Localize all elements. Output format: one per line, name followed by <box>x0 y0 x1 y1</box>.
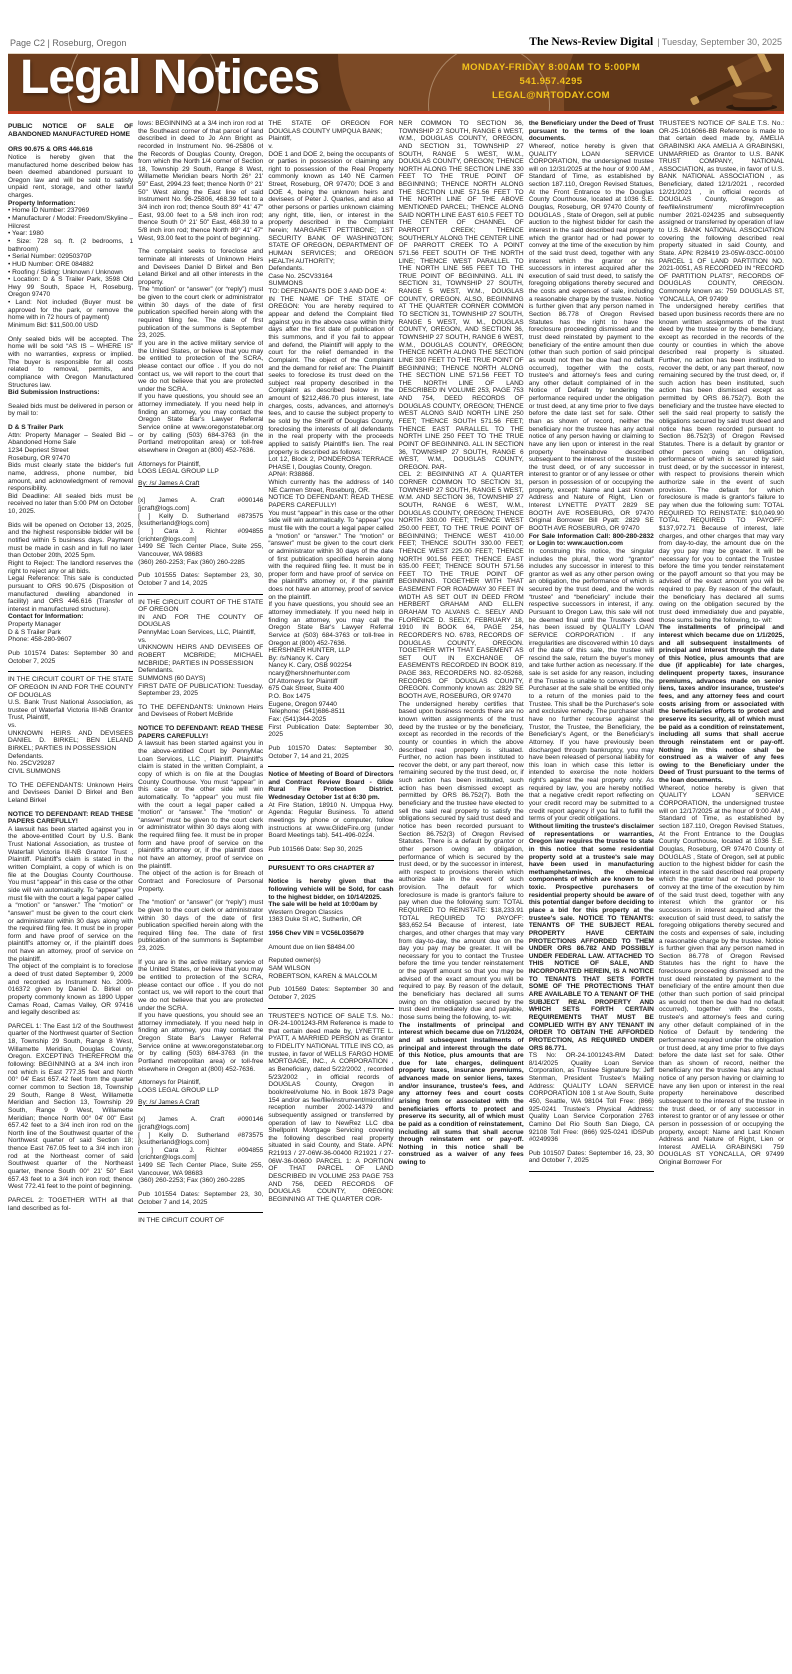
notice-divider <box>268 860 393 861</box>
notice-paragraph: Defendants. <box>8 752 44 760</box>
notice-bullet-item: • Serial Number: 02950370P <box>8 253 92 261</box>
notice-paragraph: U.S. Bank Trust National Association, as trustee of Waterfall Victoria III-NB Grantor Trust, Plaintiff, <box>8 699 134 722</box>
notice-paragraph: Amount due on lien $8484.00 <box>268 943 355 951</box>
notice-paragraph: Defendants. <box>268 265 304 273</box>
notice-paragraph: Plaintiff, <box>268 135 292 143</box>
notice-paragraph: TRUSTEE'S NOTICE OF SALE T.S. No.: OR-24-1001243-RM Reference is made to that certain deed made by, LYNETTE L. PYATT, A MARRIED PERSON as Grantor to FIDELITY NATIONAL TITLE INS CO, as trustee, in favor of WELLS FARGO HOME MORTGAGE, INC., A CORPORATION , as Beneficiary, dated 5/22/2002 , recorded 5/23/2002 , in official records of DOUGLAS County, Oregon in book/reel/volume No. in Book 1873 Page 154 and/or as fee/file/instrument/microfilm/ reception number 2002-14379 and subsequently assigned or transferred by operation of law to NewRez LLC dba Shellpoint Mortgage Servicing covering the following described real property situated in said County, and State. APN: R21913 / 27-06W-36-00400 R21921 / 27-06W-36-00600 PARCEL 1: A PORTION OF THAT PARCEL OF LAND DESCRIBED IN VOLUME 253 PAGE 753 AND 756, DEED RECORDS OF DOUGLAS COUNTY, OREGON: BEGINNING AT THE QUARTER COR- <box>268 1012 394 1203</box>
legal-notices-banner <box>8 53 784 114</box>
notice-paragraph: 1499 SE Tech Center Place, Suite 255, Vancouver, WA 98683 <box>138 543 264 558</box>
publication-line: Pub 101566 Date: Sep 30, 2025 <box>268 845 363 853</box>
notice-paragraph: the Beneficiary under the Deed of Trust pursuant to the terms of the loan documents. <box>528 120 654 143</box>
notice-paragraph: Property Manager <box>8 621 61 629</box>
notice-bullet-item: • Location: D & S Trailer Park, 3598 Old Hwy 99 South, Space H, Roseburg, Oregon 97470 <box>8 276 134 299</box>
notice-paragraph: [x] James A. Craft #090146 [jcraft@logs.com] <box>138 497 264 513</box>
notice-paragraph: Attn: Property Manager – Sealed Bid – Abandoned Home Sale <box>8 431 134 447</box>
legal-column-3 <box>268 120 393 1630</box>
publication-line: Pub 101555 Dates: September 23, 30, October 7 and 14, 2025 <box>138 572 264 587</box>
notice-paragraph: Roseburg, OR 97470 <box>8 454 71 462</box>
notice-paragraph: Only sealed bids will be accepted. The home will be sold “AS IS – WHERE IS” with no warranties, express or implied. The buyer is responsible for all costs related to removal, permits, and compliance with Oregon Manufactured Structures law. <box>8 335 134 389</box>
notice-paragraph: Bid Submission Instructions: <box>8 389 100 397</box>
notice-paragraph: IN THE NAME OF THE STATE OF OREGON: You are hereby required to appear and defend the Complaint filed against you in the above case within thirty days after the first date of publication of this summons, and if you fail to appear and defend, the Plaintiff will apply to the court for the relief demanded in the Complaint. The object of the Complaint and the demand for relief are: The Plaintiff seeks to foreclose its trust deed on the subject real property described in the Complaint as described below in the amount of $212,486.70 plus interest, late charges, costs, advances, and attorney's fees, and to cause the subject property to be sold by the Sheriff of Douglas County, foreclosing the interests of all defendants in the real property with the proceeds applied to satisfy Plaintiff's lien. The real property is described as follows: <box>268 295 394 456</box>
notice-paragraph: LOGS LEGAL GROUP LLP <box>138 468 219 476</box>
notice-paragraph: The sale will be held at 10:00am by <box>268 901 378 909</box>
notice-paragraph: Bids must clearly state the bidder's full name, address, phone number, bid amount, and acknowledgment of removal responsibility. <box>8 462 134 493</box>
notice-paragraph: The “motion” or “answer” (or “reply”) must be given to the court clerk or administrator within 30 days of the date of first publication specified herein along with the required filing fee. The date of first publication of the summons is September 23, 2025. <box>138 286 264 340</box>
notice-paragraph: ROBERTSON, KAREN & MALCOLM <box>268 972 378 980</box>
office-hours: MONDAY-FRIDAY 8:00AM TO 5:00PM <box>461 62 641 73</box>
notice-paragraph: 675 Oak Street, Suite 400 <box>268 685 345 693</box>
notice-paragraph: If you have questions, you should see an attorney immediately. If you need help in finding an attorney, you may contact the Oregon State Bar's Lawyer Referral Service online at www.oregonstatebar.org or by calling (503) 684-3763 (in the Portland metropolitan area) or toll-free elsewhere in Oregon at (800) 452-7636. <box>138 393 264 454</box>
publication-title: The News-Review Digital <box>529 36 654 48</box>
notice-paragraph: P.O. Box 1475 <box>268 693 311 701</box>
notice-paragraph: A lawsuit has been started against you in the above-entitled Court by PennyMac Loan Services, LLC , Plaintiff. Plaintiff's claim is stated in the written Complaint, a copy of which is on file at the Douglas County Courthouse. You must “appear” in this case or the other side will win automatically. To “appear” you must file with the court a legal paper called a “motion” or “answer.” The “motion” or “answer” must be given to the court clerk or administrator within 30 days along with the required filing fee. It must be in proper form and have proof of service on the plaintiff's attorney or, if the plaintiff does not have an attorney, proof of service on the plaintiff. <box>138 740 264 870</box>
notice-paragraph: Telephone: (541)686-8511 <box>268 708 346 716</box>
notice-paragraph: IN THE CIRCUIT COURT OF <box>138 1217 225 1225</box>
signature-line: By: /s/ James A Craft <box>138 1098 200 1106</box>
publication-line: Pub 101569 Dates: September 30 and October 7, 2025 <box>268 986 394 1001</box>
notice-paragraph: DOE 1 and DOE 2, being the occupants of or parties in possession or claiming any right to possession of the Real Property commonly known as 140 NE Carmen Street, Roseburg, OR 97470; DOE 3 and DOE 4, being the unknown heirs and devisees of Peter J. Quarles, and also all other persons or parties unknown claiming any right, title, lien, or interest in the property described in the Complaint herein; MARGARET PETTIBONE; 1ST SECURITY BANK OF WASHINGTON; STATE OF OREGON, DEPARTMENT OF HUMAN SERVICES; and OREGON HEALTH AUTHORITY; <box>268 150 394 265</box>
notice-divider <box>268 766 393 767</box>
notice-paragraph: 1363 Duke St #C, Sutherlin, OR <box>268 916 362 924</box>
notice-paragraph: D & S Trailer Park <box>8 628 61 636</box>
notice-paragraph: Fax: (541)344-2025 <box>268 715 327 723</box>
notice-paragraph: PARCEL 1: The East 1/2 of the Southwest quarter of the Northwest quarter of Section 18, Township 29 South, Range 8 West, Willamette Meridian, Douglas County, Oregon. EXCEPTING THEREFROM the following: BEGINNING at a 3/4 inch iron rod which is East 777.35 feet and North 00° 04' East 657.42 feet from the quarter corner common to Section 18, Township 29 South, Range 8 West, Willamette Meridian and Section 13, Township 29 South, Range 9 West, Willamette Meridian; thence North 00° 04' 00" East 657.42 feet to a 3/4 inch iron rod on the North line of the Southwest quarter of the Northwest quarter of said Section 18; thence East 767.05 feet to a 3/4 inch iron rod at the Northeast corner of said Southwest quarter of the Northeast quarter, thence South 00° 21' 50" East 657.43 feet to a 3/4 inch iron rod; thence West 772.41 feet to the point of beginning. <box>8 1022 134 1191</box>
notice-paragraph: LOGS LEGAL GROUP LLP <box>138 1086 219 1094</box>
notice-divider <box>138 594 263 595</box>
notice-paragraph: SAM WILSON <box>268 964 311 972</box>
notice-paragraph: [ ] Cara J. Richter #094855 [crichter@logs.com] <box>138 1146 264 1162</box>
notice-paragraph: (360) 260-2253; Fax (360) 260-2285 <box>138 558 245 566</box>
page-number-label: Page C2 | Roseburg, Oregon <box>10 38 127 48</box>
notice-paragraph: Attorneys for Plaintiff, <box>138 1079 201 1087</box>
legal-column-6 <box>659 120 784 1630</box>
notice-paragraph: Notice is hereby given that the following vehicle will be Sold, for cash to the highest bidder, on 10/14/2025. <box>268 878 394 901</box>
notice-paragraph: If you are in the active military service of the United States, or believe that you may be entitled to protection of the SCRA, please contact our office . If you do not contact us, we will report to the court that we do not believe that you are protected under the SCRA. <box>138 958 264 1012</box>
notice-paragraph: Lot 12, Block 2, PONDEROSA TERRACE PHASE I, Douglas County, Oregon. <box>268 456 394 471</box>
notice-paragraph: IN THE CIRCUIT COURT OF THE STATE OF OREGON IN AND FOR THE COUNTY OF DOUGLAS <box>8 676 134 699</box>
notice-paragraph: First Publication Date: September 30, 2025 <box>268 723 394 739</box>
notice-paragraph: Nancy K. Cary, OSB 902254 <box>268 662 352 670</box>
notice-paragraph: APN#: R38868. <box>268 471 315 479</box>
notice-paragraph: vs. <box>138 636 147 644</box>
notice-paragraph: The object of the action is for Breach of Contract and Foreclosure of Personal Property. <box>138 870 264 893</box>
notice-paragraph: Western Oregon Classics <box>268 908 343 916</box>
notice-bullet-item: • Year: 1980 <box>8 230 44 238</box>
notice-divider <box>268 1008 393 1009</box>
notice-paragraph: [x] James A. Craft #090146 [jcraft@logs.com] <box>138 1116 264 1131</box>
notice-paragraph: UNKNOWN HEIRS AND DEVISEES OF ROBERT MCBRIDE; MICHAEL MCBRIDE; PARTIES IN POSSESSION <box>138 644 264 667</box>
notice-divider <box>138 1212 263 1213</box>
notice-paragraph: If you have questions, you should see an attorney immediately. If you need help in finding an attorney, you may call the Oregon State Bar's Lawyer Referral Service at (503) 684-3763 or toll-free in Oregon at (800) 452-7636. <box>268 601 394 647</box>
notice-paragraph: ORS 90.675 & ORS 446.616 <box>8 146 93 154</box>
notice-bullet-item: • Size: 728 sq. ft. (2 bedrooms, 1 bathroom) <box>8 237 134 253</box>
gavel-icon <box>676 54 780 111</box>
notice-paragraph: TRUSTEE'S NOTICE OF SALE T.S. No.: OR-25-1016066-BB Reference is made to that certain deed made by, AMELIA GRABINSKI AKA AMELIA A GRABINSKI, UNMARRIED as Grantor to U.S. BANK TRUST COMPANY, NATIONAL ASSOCIATION, as trustee, in favor of U.S. BANK NATIONAL ASSOCIATION , as Beneficiary, dated 12/1/2021 , recorded 12/21/2021 , in official records of DOUGLAS County, Oregon as fee/file/instrument/ microfilm/reception number 2021-024235 and subsequently assigned or transferred by operation of law to U.S. BANK NATIONAL ASSOCIATION covering the following described real property situated in said County, and State. APN: R28419 23-05W-03CC-00100 PARCEL 1 OF LAND PARTITION NO. 2021-0051, AS RECORDED IN “RECORD OF PARTITION PLATS”, RECORDS OF DOUGLAS COUNTY, OREGON. Commonly known as: 759 DOUGLAS ST, YONCALLA, OR 97499 <box>658 120 784 303</box>
notice-paragraph: CIVIL SUMMONS <box>8 767 61 775</box>
notice-paragraph: CEL 2: BEGINNING AT A QUARTER CORNER COMMON TO SECTION 31, TOWNSHIP 27 SOUTH, RANGE 5 WEST, W.M. AND SECTION 36, TOWNSHIP 27 SOUTH, RANGE 6 WEST, W.M., DOUGLAS COUNTY, OREGON; THENCE NORTH 330.00 FEET; THENCE WEST 250.00 FEET, TO THE TRUE POINT OF BEGINNING; THENCE WEST 410.00 FEET; THENCE SOUTH 330.00 FEET; THENCE WEST 225.00 FEET; THENCE NORTH 901.56 FEET; THENCE EAST 635.00 FEET; THENCE SOUTH 571.56 FEET TO THE TRUE POINT OF BEGINNING. TOGETHER WITH THAT EASEMENT FOR ROADWAY 30 FEET IN WIDTH AS SET OUT IN DEED FROM HERBERT GRAHAM AND ELLEN GRAHAM TO ALVANS C. SEELY AND FLORENCE D. SEELY, FEBRUARY 18, 1910 IN BOOK 64, PAGE 254, RECORDER'S NO. 6783, RECORDS OF DOUGLAS COUNTY, OREGON. TOGETHER WITH THAT EASEMENT AS SET OUT IN EXCHANGE OF EASEMENTS RECORDED IN BOOK 819, PAGE 363, RECORDERS NO. 82-05268, RECORDS OF DOUGLAS COUNTY, OREGON. Commonly known as: 2829 SE BOOTH AVE, ROSEBURG, OR 97470 <box>398 471 524 701</box>
issue-date: | Tuesday, September 30, 2025 <box>657 37 782 47</box>
notice-paragraph: IN AND FOR THE COUNTY OF DOUGLAS <box>138 613 264 629</box>
notice-paragraph: No. 25CV29287 <box>8 760 55 768</box>
notice-paragraph: Without limiting the trustee's disclaimer of representations or warranties, Oregon law requires the trustee to state in this notice that some residential property sold at a trustee's sale may have been used in manufacturing methamphetamines, the chemical components of which are known to be toxic. Prospective purchasers of residential property should be aware of this potential danger before deciding to place a bid for this property at the trustee's sale. NOTICE TO TENANTS: TENANTS OF THE SUBJECT REAL PROPERTY HAVE CERTAIN PROTECTIONS AFFORDED TO THEM UNDER ORS 86.782 AND POSSIBLY UNDER FEDERAL LAW. ATTACHED TO THIS NOTICE OF SALE, AND INCORPORATED HEREIN, IS A NOTICE TO TENANTS THAT SETS FORTH SOME OF THE PROTECTIONS THAT ARE AVAILABLE TO A TENANT OF THE SUBJECT REAL PROPERTY AND WHICH SETS FORTH CERTAIN REQUIREMENTS THAT MUST BE COMPLIED WITH BY ANY TENANT IN ORDER TO OBTAIN THE AFFORDED PROTECTION, AS REQUIRED UNDER ORS 86.771. <box>528 822 654 1052</box>
notice-paragraph: [ ] Cara J. Richter #094855 [crichter@logs.com] <box>138 528 264 543</box>
banner-title: Legal Notices <box>20 53 320 104</box>
legal-column-4 <box>399 120 524 1630</box>
notice-paragraph: HERSHNER HUNTER, LLP <box>268 647 351 655</box>
notice-paragraph: The complaint seeks to foreclose and terminate all interests of Unknown Heirs and Devisees Daniel D Birkel and Ben Leland Birkel and all other interests in the property. <box>138 248 264 286</box>
notice-paragraph: The installments of principal and interest which became due on 7/1/2024, and all subsequent installments of principal and interest through the date of this Notice, plus amounts that are due for late charges, delinquent property taxes, insurance premiums, advances made on senior liens, taxes and/or insurance, trustee's fees, and any attorney fees and court costs arising from or associated with the beneficiaries efforts to protect and preserve its security, all of which must be paid as a condition of reinstatement, including all sums that shall accrue through reinstatem ent or pay-off. Nothing in this notice shall be construed as a waiver of any fees owing to <box>398 1021 524 1167</box>
notice-paragraph: Defendants. <box>138 667 174 675</box>
notice-paragraph: v. <box>268 142 273 150</box>
notice-paragraph: 1956 Chev VIN = VC56L035679 <box>268 930 364 938</box>
notice-paragraph: PURSUENT TO ORS CHAPTER 87 <box>268 864 375 872</box>
notice-paragraph: PennyMac Loan Services, LLC, Plaintiff, <box>138 629 256 637</box>
notice-paragraph: In construing this notice, the singular includes the plural, the word “grantor” includes any successor in interest to this grantor as well as any other person owing an obligation, the performance of which is secured by the trust deed, and the words “trustee” and “beneficiary” include their respective successors in interest, if any. Pursuant to Oregon Law, this sale will not be deemed final until the Trustee's deed has been issued by QUALITY LOAN SERVICE CORPORATION . If any irregularities are discovered within 10 days of the date of this sale, the trustee will rescind the sale, return the buyer's money and take further action as necessary. If the sale is set aside for any reason, including if the Trustee is unable to convey title, the Purchaser at the sale shall be entitled only to a return of the monies paid to the Trustee. This shall be the Purchaser's sole and exclusive remedy. The purchaser shall have no further recourse against the Trustor, the Trustee, the Beneficiary, the Beneficiary's Agent, or the Beneficiary's Attorney. If you have previously been discharged through bankruptcy, you may have been released of personal liability for this loan in which case this letter is intended to exercise the note holders right's against the real property only. As required by law, you are hereby notified that a negative credit report reflecting on your credit record may be submitted to a credit report agency if you fail to fulfill the terms of your credit obligations. <box>528 547 654 823</box>
notice-paragraph: Phone: 458-280-9607 <box>8 636 72 644</box>
notice-divider <box>529 1171 654 1172</box>
newspaper-page <box>0 36 792 1674</box>
notice-paragraph: Property Information: <box>8 199 76 207</box>
notice-paragraph: vs. <box>8 722 17 730</box>
notice-paragraph: UNKNOWN HEIRS AND DEVISEES DANIEL D. BIRKEL; BEN LELAND BIRKEL; PARTIES IN POSSESSION <box>8 729 134 753</box>
notice-paragraph: If you are in the active military service of the United States, or believe that you may be entitled to protection of the SCRA, please contact our office . If you do not contact us, we will report to the court that we do not believe that you are protected under the SCRA. <box>138 339 264 393</box>
notice-paragraph: By: /s/Nancy K. Cary <box>268 654 330 662</box>
notice-paragraph: The object of the complaint is to foreclose a deed of trust dated September 9, 2009 and recorded as Instrument No. 2009-016372 given by Daniel D. Birkel on property commonly known as 1890 Upper Camas Road, Camas Valley, OR 97416 and legally described as: <box>8 963 134 1017</box>
notice-paragraph: Whereof, notice hereby is given that QUALITY LOAN SERVICE CORPORATION, the undersigned trustee will on 12/31/2025 at the hour of 9:00 AM , Standard of Time, as established by section 187.110, Oregon Revised Statues, At the Front Entrance to the Douglas County Courthouse, located at 1036 S.E. Douglas, Roseburg, OR 97470 County of DOUGLAS , State of Oregon, sell at public auction to the highest bidder for cash the interest in the said described real property which the grantor had or had power to convey at the time of the execution by him of the said trust deed, together with any interest which the grantor or his successors in interest acquired after the execution of said trust deed, to satisfy the foregoing obligations thereby secured and the costs and expenses of sale, including a reasonable charge by the trustee. Notice is further given that any person named in Section 86.778 of Oregon Revised Statutes has the right to have the foreclosure proceeding dismissed and the trust deed reinstated by payment to the beneficiary of the entire amount then due (other than such portion of said principal as would not then be due had no default occurred), together with the costs, trustee's and attorney's fees and curing any other default complained of in the Notice of Default by tendering the performance required under the obligation or trust deed, at any time prior to five days before the date last set for sale. Other than as shown of record, neither the beneficiary nor the trustee has any actual notice of any person having or claiming to have any lien upon or interest in the real property hereinabove described subsequent to the interest of the trustee in the trust deed, or of any successor in interest to grantor or of any lessee or other person in possession of or occupying the property, except: Name and Last Known Address and Nature of Right, Lien or Interest LYNETTE PYATT 2829 SE BOOTH AVE ROSEBURG, OR 97470 Original Borrower Bill Pyatt: 2829 SE BOOTH AVE ROSEBURG, OR 97470 <box>528 142 654 532</box>
legal-column-1 <box>8 120 133 1630</box>
notice-paragraph: TO THE DEFENDANTS: Unknown Heirs and Devisees Daniel D Birkel and Ben Leland Birkel <box>8 781 134 804</box>
notice-paragraph: NER COMMON TO SECTION 36, TOWNSHIP 27 SOUTH, RANGE 6 WEST, W.M., DOUGLAS COUNTY, OREGON, AND SECTION 31, TOWNSHIP 27 SOUTH, RANGE 5 WEST, W.M., DOUGLAS COUNTY, OREGON; THENCE NORTH ALONG THE SECTION LINE 330 FEET TO THE TRUE POINT OF BEGINNING; THENCE NORTH ALONG THE SECTION LINE 571.56 FEET TO THE NORTH LINE OF THE ABOVE MENTIONED PARCEL; THENCE ALONG SAID NORTH LINE EAST 610.5 FEET TO THE CENTER OF CHANNEL OF PARROTT CREEK; THENCE SOUTHERLY ALONG THE CENTER LINE OF PARROTT CREEK TO A POINT 571.56 FEET SOUTH OF THE NORTH LINE; THENCE WEST PARALLEL TO THE NORTH LINE 565 FEET TO THE TRUE POINT OF BEGINNING. ALL IN SECTION 31, TOWNSHIP 27 SOUTH, RANGE 5 WEST, W.M., DOUGLAS COUNTY, OREGON. ALSO, BEGINNING AT THE QUARTER CORNER COMMON TO SECTION 31, TOWNSHIP 27 SOUTH, RANGE 5 WEST, W. M., DOUGLAS COUNTY, OREGON, AND SECTION 36, TOWNSHIP 27 SOUTH, RANGE 6 WEST, W.M., DOUGLAS COUNTY, OREGON; THENCE NORTH ALONG THE SECTION LINE 330 FEET TO THE TRUE POINT OF BEGINNING; THENCE NORTH ALONG THE SECTION LINE 571.56 FEET TO THE NORTH LINE OF LAND DESCRIBED IN VOLUME 253, PAGE 753 AND 754, DEED RECORDS OF DOUGLAS COUNTY, OREGON; THENCE WEST ALONG SAID NORTH LINE 250 FEET; THENCE SOUTH 571.56 FEET; THENCE EAST PARALLEL TO THE NORTH LINE 250 FEET TO THE TRUE POINT OF BEGINNING. ALL IN SECTION 36, TOWNSHIP 27 SOUTH, RANGE 6 WEST, W.M., DOUGLAS COUNTY, OREGON. PAR- <box>398 120 524 471</box>
signature-line: By: /s/ James A Craft <box>138 479 200 487</box>
notice-paragraph: Bid Deadline: All sealed bids must be received no later than 5:00 PM on October 10, 2025. <box>8 492 134 516</box>
masthead <box>529 36 782 48</box>
notice-paragraph: lows: BEGINNING at a 3/4 inch iron rod at the Southeast corner of that parcel of land described in deed to Jo Ann Bright as recorded in Instrument No. 96-25806 of the Records of Douglas County, Oregon, from which the North 1/4 corner of Section 18, Township 29 South, Range 8 West, Willamette Meridian bears North 26° 21' 59" East, 2994.23 feet; thence North 0° 21' 50" West along the East line of said Instrument No. 96-25806, 468.39 feet to a 3/4 inch iron rod; thence South 89° 41' 47" East, 93.00 feet to a 5/8 inch iron rod; thence South 0° 21' 50" East, 468.39 to a 5/8 inch iron rod; thence North 89° 41' 47" West, 93.00 feet to the point of beginning. <box>138 120 264 242</box>
notice-paragraph: Whereof, notice hereby is given that QUALITY LOAN SERVICE CORPORATION, the undersigned trustee will on 12/17/2025 at the hour of 9:00 AM , Standard of Time, as established by section 187.110, Oregon Revised Statues, At the Front Entrance to the Douglas County Courthouse, located at 1036 S.E. Douglas, Roseburg, OR 97470 County of DOUGLAS , State of Oregon, sell at public auction to the highest bidder for cash the interest in the said described real property which the grantor had or had power to convey at the time of the execution by him of the said trust deed, together with any interest which the grantor or his successors in interest acquired after the execution of said trust deed, to satisfy the foregoing obligations thereby secured and the costs and expenses of sale, including a reasonable charge by the trustee. Notice is further given that any person named in Section 86.778 of Oregon Revised Statutes has the right to have the foreclosure proceeding dismissed and the trust deed reinstated by payment to the beneficiary of the entire amount then due (other than such portion of said principal as would not then be due had no default occurred), together with the costs, trustee's and attorney's fees and curing any other default complained of in the Notice of Default by tendering the performance required under the obligation or trust deed, at any time prior to five days before the date last set for sale. Other than as shown of record, neither the beneficiary nor the trustee has any actual notice of any person having or claiming to have any lien upon or interest in the real property hereinabove described subsequent to the interest of the trustee in the trust deed, or of any successor in interest to grantor or of any lessee or other person in possession of or occupying the property, except: Name and Last Known Address and Nature of Right, Lien or Interest AMELIA GRABINSKI 759 DOUGLAS ST YONCALLA, OR 97499 Original Borrower For <box>658 784 784 1167</box>
notice-paragraph: NOTICE TO DEFENDANT: READ THESE PAPERS CAREFULLY! <box>268 494 394 510</box>
notice-paragraph: Right to Reject: The landlord reserves the right to reject any or all bids. <box>8 559 134 575</box>
notice-paragraph: You must “appear” in this case or the other side will win automatically. To “appear” you must file with the court a legal paper called a “motion” or “answer.” The “motion” or “answer” must be given to the court clerk or administrator within 30 days of the date of first publication specified herein along with the required filing fee. It must be in proper form and have proof of service on the plaintiff's attorney or, if the plaintiff does not have an attorney, proof of service on the plaintiff. <box>268 509 394 601</box>
notice-paragraph: SUMMONS (60 DAYS) <box>138 674 206 682</box>
notice-paragraph: [ ] Kelly D. Sutherland #873575 [ksutherland@logs.com] <box>138 512 264 528</box>
notice-paragraph: SUMMONS <box>268 280 303 288</box>
notice-paragraph: The “motion” or “answer” (or “reply”) must be given to the court clerk or administrator within 30 days of the date of first publication specified herein along with the required filing fee. The date of first publication of the summons is September 23, 2025. <box>138 899 264 953</box>
notice-paragraph: TO: DEFENDANTS DOE 3 AND DOE 4: <box>268 288 387 296</box>
notice-paragraph: The installments of principal and interest which became due on 1/1/2025, and all subsequent installments of principal and interest through the date of this Notice, plus amounts that are due (if applicable) for late charges, delinquent property taxes, insurance premiums, advances made on senior liens, taxes and/or insurance, trustee's fees, and any attorney fees and court costs arising from or associated with the beneficiaries efforts to protect and preserve its security, all of which must be paid as a condition of reinstatement, including all sums that shall accrue through reinstatem ent or pay-off. Nothing in this notice shall be construed as a waiver of any fees owing to the Beneficiary under the Deed of Trust pursuant to the terms of the loan documents. <box>658 624 784 785</box>
notice-divider <box>8 671 133 672</box>
notice-paragraph: If you have questions, you should see an attorney immediately. If you need help in finding an attorney, you may contact the Oregon State Bar's Lawyer Referral Service online at www.oregonstatebar.org or by calling (503) 684-3763 (in the Portland metropolitan area) or toll-free elsewhere in Oregon at (800) 452-7636. <box>138 1012 264 1073</box>
notice-paragraph: Of Attorneys for Plaintiff <box>268 677 338 685</box>
notice-paragraph: Attorneys for Plaintiff, <box>138 460 201 468</box>
notice-paragraph: A lawsuit has been started against you in the above-entitled Court by U.S. Bank Trust National Association, as trustee of Waterfall Victoria III-NB Grantor Trust , Plaintiff. Plaintiff's claim is stated in the written Complaint, a copy of which is on file at the Douglas County Courthouse. You must “appear” in this case or the other side will win automatically. To “appear” you must file with the court a legal paper called a “motion” or “answer.” The “motion” or “answer” must be given to the court clerk or administrator within 30 days along with the required filing fee. It must be in proper form and have proof of service on the plaintiff's attorney or, if the plaintiff does not have an attorney, proof of service on the plaintiff. <box>8 825 134 963</box>
publication-line: Pub 101554 Dates: September 23, 30, October 7 and 14, 2025 <box>138 1191 264 1206</box>
notice-paragraph: Which currently has the address of 140 NE Carmen Street, Roseburg, OR. <box>268 479 394 494</box>
notice-paragraph: Minimum Bid: $11,500.00 USD <box>8 322 99 330</box>
notice-paragraph: Reputed owner(s) <box>268 957 321 965</box>
notice-bullet-item: • Manufacturer / Model: Freedom/Skyline – Hilcrest <box>8 215 134 230</box>
notice-paragraph: NOTICE TO DEFENDANT: READ THESE PAPERS CAREFULLY! <box>8 810 134 826</box>
notice-bullet-item: • Land: Not included (Buyer must be approved for the park, or remove the home with in 72 hours of payment) <box>8 299 134 322</box>
notice-paragraph: NOTICE TO DEFENDANT: READ THESE PAPERS CAREFULLY! <box>138 725 264 740</box>
notice-paragraph: PARCEL 2: TOGETHER WITH all that land described as fol- <box>8 1196 134 1212</box>
notice-paragraph: Notice is hereby given that the manufactured home described below has been deemed abandoned pursuant to Oregon law and will be sold to satisfy unpaid rent, storage, and other lawful charges. <box>8 153 134 200</box>
notice-paragraph: Contact for Information: <box>8 613 84 621</box>
notice-paragraph: Eugene, Oregon 97440 <box>268 700 337 708</box>
publication-line: Pub 101570 Dates: September 30, October 7, 14 and 21, 2025 <box>268 744 394 760</box>
notice-paragraph: THE STATE OF OREGON FOR DOUGLAS COUNTY UMPQUA BANK; <box>268 120 394 135</box>
notice-paragraph: 1234 Depriest Street <box>8 446 69 454</box>
notice-paragraph: 1499 SE Tech Center Place, Suite 255, Vancouver, WA 98683 <box>138 1162 264 1177</box>
banner-contact-info <box>436 61 666 103</box>
notice-paragraph: Notice of Meeting of Board of Directors and Contract Review Board - Glide Rural Fire Protection District. Wednesday October 1st at 6:30 pm. <box>268 771 394 802</box>
notice-paragraph: At Fire Station, 18910 N. Umpqua Hwy. Agenda: Regular Business. To attend meetings by phone or computer, follow instructions at www.GlideFire.org (under Board Meetings tab). 541-496-0224. <box>268 801 394 840</box>
publication-line: Pub 101507 Dates: September 16, 23, 30 and October 7, 2025 <box>528 1149 654 1165</box>
notice-paragraph: Case No. 25CV33164 <box>268 272 333 280</box>
publication-line: Pub 101574 Dates: September 30 and October 7, 2025 <box>8 650 134 665</box>
legal-notices-body <box>8 120 784 1630</box>
notice-paragraph: The undersigned hereby certifies that based upon business records there are no known written assignments of the trust deed by the trustee or by the beneficiary, except as recorded in the records of the county or counties in which the above described real property is situated. Further, no action has been instituted to recover the debt, or any part thereof, now remaining secured by the trust deed, or, if such action has been instituted, such action has been dismissed except as permitted by ORS 86.752(7). Both the beneficiary and the trustee have elected to sell the said real property to satisfy the obligations secured by said trust deed and notice has been recorded pursuant to Section 86.752(3) of Oregon Revised Statutes. There is a default by grantor or other person owing an obligation, performance of which is secured by said trust deed, or by the successor in interest, with respect to provisions therein which authorize sale in the event of such provision. The default for which foreclosure is made is grantor's failure to pay when due the following sum: TOTAL REQUIRED TO REINSTATE: $10,049.90 TOTAL REQUIRED TO PAYOFF: $137,972.71 Because of interest, late charges, and other charges that may vary from day-to-day, the amount due on the day you pay may be greater. It will be necessary for you to contact the Trustee before the time you tender reinstatement or the payoff amount so that you may be advised of the exact amount you will be required to pay. By reason of the default, the beneficiary has declared all sums owing on the obligation secured by the trust deed immediately due and payable, those sums being the following, to- wit: <box>658 303 784 624</box>
notice-paragraph: The undersigned hereby certifies that based upon business records there are no known written assignments of the trust deed by the trustee or by the beneficiary, except as recorded in the records of the county or counties in which the above described real property is situated. Further, no action has been instituted to recover the debt, or any part thereof, now remaining secured by the trust deed, or, if such action has been instituted, such action has been dismissed except as permitted by ORS 86.752(7). Both the beneficiary and the trustee have elected to sell the said real property to satisfy the obligations secured by said trust deed and notice has been recorded pursuant to Section 86.752(3) of Oregon Revised Statutes. There is a default by grantor or other person owing an obligation, performance of which is secured by the trust deed, or by the successor in interest, with respect to provisions therein which authorize sale in the event of such provision. The default for which foreclosure is made is grantor's failure to pay when due the following sum: TOTAL REQUIRED TO REINSTATE: $18,233.91 TOTAL REQUIRED TO PAYOFF: $83,652.54 Because of interest, late charges, and other charges that may vary from day-to-day, the amount due on the day you pay may be greater. It will be necessary for you to contact the Trustee before the time you tender reinstatement or the payoff amount so that you may be advised of the exact amount you will be required to pay. By reason of the default, the beneficiary has declared all sums owing on the obligation secured by the trust deed immediately due and payable, those sums being the following, to- wit: <box>398 700 524 1021</box>
notice-paragraph: Sealed bids must be delivered in person or by mail to: <box>8 402 134 418</box>
notice-paragraph: ncary@hershnerhunter.com <box>268 670 350 678</box>
notice-bullet-item: • Home ID Number: 237969 <box>8 207 90 215</box>
notice-paragraph: [ ] Kelly D. Sutherland #873575 [ksutherland@logs.com] <box>138 1131 264 1147</box>
legal-column-2 <box>138 120 263 1630</box>
notice-paragraph: For Sale Information Call: 800-280-2832 or Login to: www.auction.com <box>528 532 654 548</box>
legal-column-5 <box>529 120 654 1630</box>
notice-bullet-item: • Roofing / Siding: Unknown / Unknown <box>8 268 123 276</box>
notice-paragraph: Legal Reference: This sale is conducted pursuant to ORS 90.675 (Disposition of manufactured dwelling abandoned in facility) and ORS 446.616 (Transfer of interest in manufactured structure). <box>8 575 134 613</box>
notice-paragraph: TO THE DEFENDANTS: Unknown Heirs and Devisees of Robert McBride <box>138 703 264 719</box>
notice-paragraph: IN THE CIRCUIT COURT OF THE STATE OF OREGON <box>138 598 264 614</box>
phone-number: 541.957.4295 <box>519 76 583 87</box>
notice-paragraph: Bids will be opened on October 13, 2025, and the highest responsible bidder will be notified within 5 business days. Payment must be made in cash and in full no later than October 20th, 2025 5pm. <box>8 521 134 560</box>
notice-bullet-item: • HUD Number: ORE 084882 <box>8 260 94 268</box>
page-header <box>10 36 782 48</box>
email-address: LEGAL@NRTODAY.COM <box>492 90 610 101</box>
notice-paragraph: D & S Trailer Park <box>8 424 64 432</box>
notice-paragraph: (360) 260-2253; Fax (360) 260-2285 <box>138 1177 245 1185</box>
notice-paragraph: FIRST DATE OF PUBLICATION: Tuesday, September 23, 2025 <box>138 682 264 698</box>
notice-paragraph: TS No: OR-24-1001243-RM Dated: 8/14/2025 Quality Loan Service Corporation, as Trustee Signature by: Jeff Stenman, President Trustee's Mailing Address: QUALITY LOAN SERVICE CORPORATION 108 1 st Ave South, Suite 450, Seattle, WA 98104 Toll Free: (866) 925-0241 Trustee's Physical Address: Quality Loan Service Corporation 2763 Camino Del Rio South San Diego, CA 92108 Toll Free: (866) 925-0241 IDSPub #0249936 <box>528 1052 654 1144</box>
notice-heading: PUBLIC NOTICE OF SALE OF ABANDONED MANUFACTURED HOME <box>8 123 134 138</box>
